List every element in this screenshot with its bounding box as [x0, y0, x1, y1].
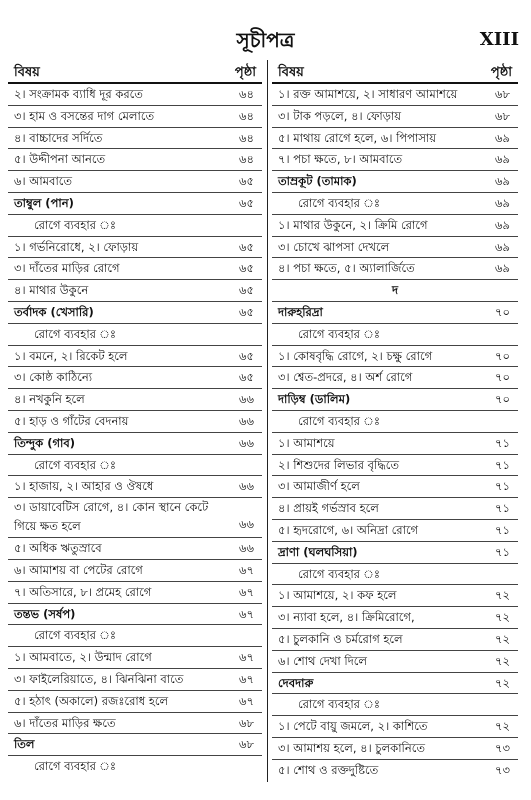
entry-text: দারুহরিদ্রা: [278, 304, 323, 319]
entry-text: রোগে ব্যবহার ঃ: [298, 195, 381, 210]
entry-text: ৩। আমাজীর্ণ হলে: [278, 479, 360, 494]
entry-text: রোগে ব্যবহার ঃ: [34, 217, 117, 232]
entry-page: ৭২: [495, 719, 510, 734]
toc-row: [8, 647, 262, 669]
entry-text: ৫। হঠাৎ (অকালে) রজঃরোধ হলে: [14, 693, 169, 708]
subject-heading: বিষয়: [14, 65, 40, 80]
entry-page: ৬৭: [239, 562, 254, 577]
toc-row: [272, 760, 518, 782]
entry-page: ৭২: [495, 675, 510, 690]
left-column: [8, 60, 262, 778]
toc-row: [8, 389, 262, 411]
entry-page: ৬৬: [239, 435, 254, 450]
entry-text: ৪। নখকুনি হলে: [14, 392, 85, 407]
toc-row: [8, 171, 262, 193]
entry-text: রোগে ব্যবহার ঃ: [34, 628, 117, 643]
entry-text: রোগে ব্যবহার ঃ: [298, 566, 381, 581]
left-column-header: [8, 60, 262, 84]
entry-page: ৬৮: [495, 108, 510, 123]
toc-row: [8, 84, 262, 106]
entry-text: ৪। মাথার উকুনে: [14, 283, 89, 298]
column-divider: [267, 60, 268, 782]
entry-text: ৫। উদ্দীপনা আনতে: [14, 152, 106, 167]
toc-row: [272, 520, 518, 542]
toc-row: [8, 538, 262, 560]
toc-heading-row: [8, 433, 262, 455]
toc-row: [8, 582, 262, 604]
entry-page: ৬৪: [239, 108, 254, 123]
toc-row: [272, 367, 518, 389]
entry-text: ৩। টাক পড়লে, ৪। ফোড়ায়: [278, 108, 402, 123]
entry-page: ৬৫: [239, 283, 254, 298]
entry-page: ৬৯: [495, 130, 510, 145]
entry-text: ৫। চুলকানি ও চর্মরোগ হলে: [278, 631, 403, 646]
entry-page: ৬৪: [239, 152, 254, 167]
entry-page: ৬৫: [239, 261, 254, 276]
toc-row: [272, 476, 518, 498]
entry-text: রোগে ব্যবহার ঃ: [34, 326, 117, 341]
entry-text: ৪। বাচ্চাদের সর্দিতে: [14, 130, 103, 145]
entry-page: ৭১: [495, 457, 510, 472]
toc-row: [272, 280, 518, 302]
entry-text: ৩। ফাইলেরিয়াতে, ৪। ঝিনঝিনা বাতে: [14, 671, 184, 686]
entry-page: ৭০: [495, 370, 510, 385]
toc-row: [8, 106, 262, 128]
entry-text: ৫। অধিক ঋতুস্রাবে: [14, 541, 102, 556]
entry-text: ৩। ন্যাবা হলে, ৪। ক্রিমিরোগে,: [278, 610, 415, 625]
entry-page: ৭৩: [495, 762, 510, 777]
toc-row: [8, 476, 262, 498]
right-column: [272, 60, 518, 782]
entry-text: ৩। হাম ও বসন্তের দাগ মেলাতে: [14, 108, 155, 123]
entry-text: ৭। পচা ক্ষতে, ৮। আমবাতে: [278, 152, 403, 167]
toc-heading-row: [272, 542, 518, 564]
toc-row: [272, 149, 518, 171]
entry-text: ৫। মাথায় রোগে হলে, ৬। পিপাসায়: [278, 130, 437, 145]
entry-text: ৭। অতিসারে, ৮। প্রমেহ রোগে: [14, 584, 152, 599]
entry-text: ৪। পচা ক্ষতে, ৫। অ্যালার্জিতে: [278, 261, 415, 276]
right-column-header: [272, 60, 518, 84]
toc-row: [8, 625, 262, 647]
entry-text: দ্রাণা (ঘলঘসিয়া): [278, 544, 358, 559]
entry-text: ৬। দাঁতের মাড়ির ক্ষতে: [14, 715, 116, 730]
entry-text: ৪। প্রায়ই গর্ভস্রাব হলে: [278, 501, 379, 516]
left-entries: [8, 84, 262, 778]
entry-page: ৬৬: [239, 517, 254, 532]
toc-row: [8, 280, 262, 302]
toc-row: [272, 433, 518, 455]
entry-page: ৭০: [495, 348, 510, 363]
toc-heading-row: [8, 734, 262, 756]
entry-page: ৬৮: [239, 715, 254, 730]
toc-row: [272, 346, 518, 368]
entry-text: ১। আমবাতে, ২। উন্মাদ রোগে: [14, 650, 152, 665]
entry-page: ৬৫: [239, 195, 254, 210]
toc-row: [8, 324, 262, 346]
toc-heading-row: [272, 171, 518, 193]
entry-page: ৬৬: [239, 413, 254, 428]
toc-row: [8, 756, 262, 778]
toc-row: [8, 237, 262, 259]
entry-page: ৭৩: [495, 740, 510, 755]
entry-page: ৬৭: [239, 584, 254, 599]
entry-page: ৭১: [495, 435, 510, 450]
entry-text: ১। রক্ত আমাশয়ে, ২। সাধারণ আমাশয়ে: [278, 87, 458, 101]
entry-page: ৬৬: [239, 541, 254, 556]
page-title: সূচীপত্র: [236, 28, 295, 52]
entry-text: রোগে ব্যবহার ঃ: [298, 413, 381, 428]
entry-text: ৬। শোথ দেখা দিলে: [278, 653, 367, 668]
entry-text: ৩। আমাশয় হলে, ৪। চুলকানিতে: [278, 740, 425, 755]
toc-row: [272, 258, 518, 280]
entry-text: ১। পেটে বায়ু জমলে, ২। কাশিতে: [278, 719, 428, 734]
toc-row: [8, 215, 262, 237]
toc-row: [8, 367, 262, 389]
toc-row: [8, 346, 262, 368]
entry-text: রোগে ব্যবহার ঃ: [298, 326, 381, 341]
entry-page: ৬৫: [239, 174, 254, 189]
entry-text: তর্বাদক (খেসারি): [14, 304, 94, 319]
entry-text: দাড়িম্ব (ডালিম): [278, 392, 351, 407]
toc-row: [272, 128, 518, 150]
entry-text: ৩। শ্বেত-প্রদরে, ৪। অর্শ রোগে: [278, 370, 413, 385]
entry-page: ৭২: [495, 653, 510, 668]
toc-row: [272, 411, 518, 433]
entry-text: দেবদারু: [278, 675, 314, 690]
page-heading: পৃষ্ঠা: [234, 65, 256, 80]
entry-page: ৬৬: [239, 392, 254, 407]
subject-heading: বিষয়: [278, 65, 304, 80]
entry-text: ৩। দাঁতের মাড়ির রোগে: [14, 261, 120, 276]
entry-page: ৬৭: [239, 650, 254, 665]
toc-row: [272, 193, 518, 215]
entry-text: রোগে ব্যবহার ঃ: [34, 759, 117, 774]
entry-page: ৭১: [495, 522, 510, 537]
entry-page: ৬৪: [239, 87, 254, 101]
toc-row: [272, 324, 518, 346]
entry-text: ২। শিশুদের লিভার বৃদ্ধিতে: [278, 457, 400, 472]
toc-heading-row: [8, 193, 262, 215]
entry-page: ৬৫: [239, 239, 254, 254]
toc-row: [8, 149, 262, 171]
entry-text: তিন্দুক (গাব): [14, 435, 75, 450]
toc-heading-row: [8, 302, 262, 324]
entry-text: ৬। আমবাতে: [14, 174, 73, 189]
entry-page: ৬৬: [239, 479, 254, 494]
toc-row: [272, 585, 518, 607]
toc-row: [272, 694, 518, 716]
entry-page: ৬৮: [239, 737, 254, 752]
entry-page: ৬৭: [239, 671, 254, 686]
entry-page: ৬৮: [495, 87, 510, 101]
entry-page: ৬৫: [239, 348, 254, 363]
entry-page: ৭১: [495, 479, 510, 494]
toc-row: [272, 629, 518, 651]
toc-row: [272, 716, 518, 738]
toc-row: [272, 738, 518, 760]
toc-row: [272, 564, 518, 586]
toc-row: [272, 455, 518, 477]
entry-page: ৭১: [495, 501, 510, 516]
toc-row: [8, 498, 262, 538]
entry-text: ৩। চোখে ঝাপসা দেখলে: [278, 239, 390, 254]
entry-text: ১। কোষবৃদ্ধি রোগে, ২। চক্ষু রোগে: [278, 348, 433, 363]
toc-row: [8, 455, 262, 477]
page-heading: পৃষ্ঠা: [490, 65, 512, 80]
toc-row: [8, 560, 262, 582]
entry-text: ৬। আমাশয় বা পেটের রোগে: [14, 562, 143, 577]
toc-row: [272, 498, 518, 520]
entry-text: ১। আমাশয়ে: [278, 435, 335, 450]
entry-page: ৬৯: [495, 195, 510, 210]
entry-page: ৬৯: [495, 174, 510, 189]
entry-text: দ: [391, 283, 399, 298]
entry-text: তাম্বুল (পান): [14, 195, 74, 210]
entry-text: ৫। হৃদরোগে, ৬। অনিদ্রা রোগে: [278, 522, 419, 537]
entry-text: রোগে ব্যবহার ঃ: [34, 457, 117, 472]
entry-page: ৭২: [495, 631, 510, 646]
toc-row: [8, 669, 262, 691]
entry-text: তাম্রকূট (তামাক): [278, 174, 357, 189]
entry-text: ৫। শোথ ও রক্তদুষ্টিতে: [278, 762, 379, 777]
entry-text: ১। বমনে, ২। রিকেট হলে: [14, 348, 128, 363]
entry-text: ৩। কোষ্ঠ কাঠিন্যে: [14, 370, 93, 385]
toc-row: [8, 713, 262, 735]
page-header: [0, 0, 531, 56]
toc-row: [272, 651, 518, 673]
toc-row: [8, 258, 262, 280]
entry-page: ৭০: [495, 304, 510, 319]
entry-page: ৬৯: [495, 261, 510, 276]
toc-row: [272, 106, 518, 128]
entry-text: তিল: [14, 737, 35, 752]
entry-text: ১। মাথার উকুনে, ২। ক্রিমি রোগে: [278, 217, 428, 232]
entry-page: ৭২: [495, 610, 510, 625]
entry-page: ৭২: [495, 588, 510, 603]
toc-heading-row: [272, 389, 518, 411]
entry-text: ৩। ডায়াবেটিস রোগে, ৪। কোন স্থানে কেটে গিয়ে ক্ষত হলে: [14, 500, 209, 534]
entry-text: ১। গর্ভনিরোধে, ২। ফোড়ায়: [14, 239, 139, 254]
entry-page: ৬৭: [239, 606, 254, 621]
toc-row: [272, 607, 518, 629]
entry-page: ৬৪: [239, 130, 254, 145]
entry-page: ৭০: [495, 392, 510, 407]
toc-row: [272, 237, 518, 259]
entry-page: ৭১: [495, 544, 510, 559]
toc-heading-row: [272, 302, 518, 324]
entry-page: ৬৯: [495, 239, 510, 254]
right-entries: [272, 84, 518, 782]
toc-row: [8, 411, 262, 433]
entry-text: তন্তভ (সর্ষপ): [14, 606, 76, 621]
toc-row: [8, 128, 262, 150]
toc-row: [8, 691, 262, 713]
page-number: XIII: [479, 29, 519, 50]
entry-text: রোগে ব্যবহার ঃ: [298, 697, 381, 712]
toc-heading-row: [8, 604, 262, 626]
toc-row: [272, 215, 518, 237]
entry-text: ১। হাজায়, ২। আহার ও ঔষধে: [14, 479, 154, 494]
entry-text: ২। সংক্রামক ব্যাধি দূর করতে: [14, 87, 143, 101]
entry-text: ৫। হাড় ও গাঁটের বেদনায়: [14, 413, 129, 428]
toc-row: [272, 84, 518, 106]
toc-heading-row: [272, 673, 518, 695]
entry-page: ৬৫: [239, 304, 254, 319]
entry-page: ৬৯: [495, 217, 510, 232]
entry-text: ১। আমাশয়ে, ২। কফ হলে: [278, 588, 397, 603]
entry-page: ৬৫: [239, 370, 254, 385]
entry-page: ৬৭: [239, 693, 254, 708]
entry-page: ৬৯: [495, 152, 510, 167]
